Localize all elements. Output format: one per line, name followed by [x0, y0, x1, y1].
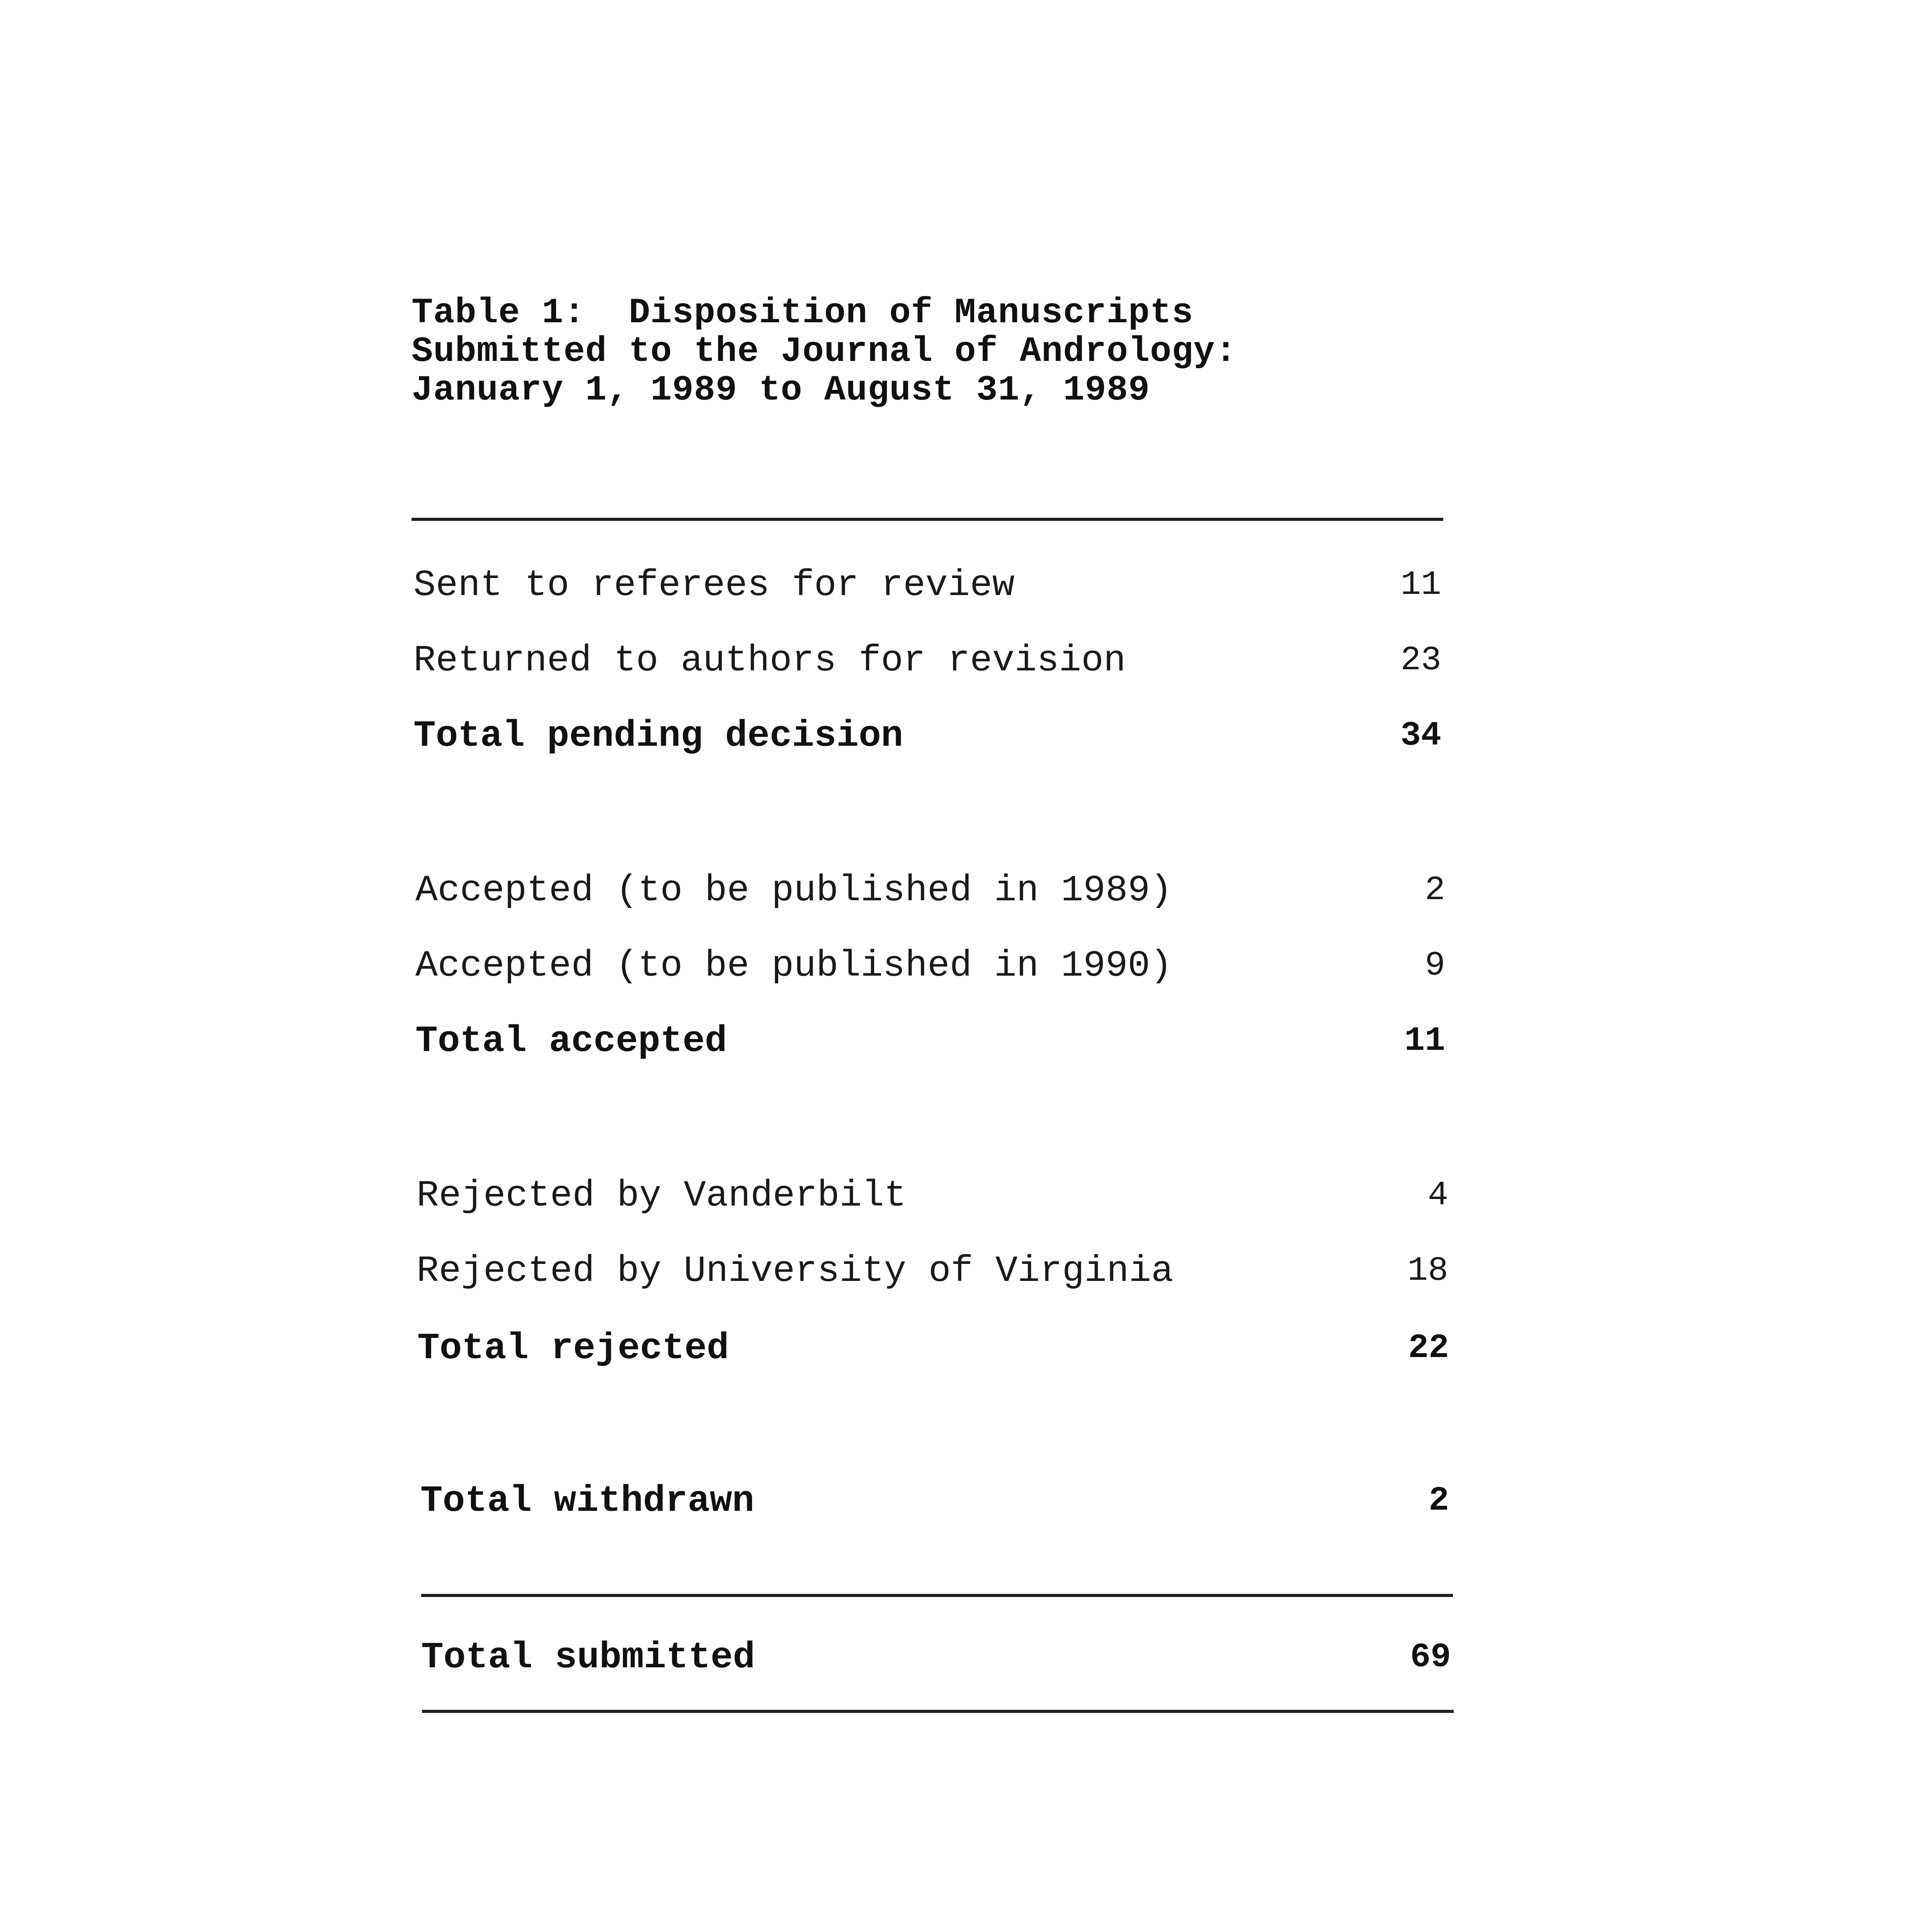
row-value: 22 — [1408, 1329, 1449, 1367]
row-label: Sent to referees for review — [413, 564, 1015, 606]
row-value: 9 — [1425, 947, 1445, 985]
table-row-rejected-virginia — [417, 1250, 1448, 1293]
table-row-rejected-vanderbilt — [417, 1175, 1448, 1217]
row-label: Total rejected — [417, 1327, 729, 1369]
table-title-line-1: Table 1: Disposition of Manuscripts — [412, 293, 1194, 333]
row-label: Returned to authors for revision — [413, 639, 1126, 682]
row-value: 23 — [1400, 641, 1441, 680]
table-row-total-submitted — [421, 1636, 1451, 1679]
row-value: 4 — [1428, 1177, 1448, 1215]
row-value: 18 — [1407, 1252, 1448, 1290]
table-row-total-pending — [413, 715, 1441, 757]
table-row-total-withdrawn — [420, 1480, 1449, 1522]
row-label: Accepted (to be published in 1989) — [415, 869, 1172, 912]
row-label: Total submitted — [421, 1636, 755, 1679]
table-row-returned-to-authors — [413, 639, 1441, 682]
table-row-accepted-1990 — [415, 945, 1445, 987]
table-row-accepted-1989 — [415, 869, 1445, 912]
table-row-sent-to-referees — [413, 564, 1441, 607]
row-value: 34 — [1400, 717, 1441, 755]
table-row-total-rejected — [417, 1327, 1449, 1370]
row-label: Accepted (to be published in 1990) — [415, 945, 1172, 987]
table-top-rule — [412, 518, 1443, 521]
row-value: 2 — [1425, 871, 1445, 910]
table-middle-rule — [421, 1594, 1453, 1597]
table-title-line-2: Submitted to the Journal of Andrology: — [412, 331, 1237, 372]
row-value: 69 — [1410, 1638, 1451, 1677]
table-title — [412, 294, 1493, 410]
table-row-total-accepted — [415, 1020, 1445, 1063]
row-value: 11 — [1400, 566, 1441, 604]
row-label: Total withdrawn — [420, 1480, 755, 1522]
row-label: Rejected by University of Virginia — [417, 1250, 1174, 1292]
row-value: 2 — [1429, 1482, 1449, 1520]
row-label: Total accepted — [415, 1020, 727, 1062]
row-label: Rejected by Vanderbilt — [417, 1175, 907, 1217]
table-bottom-rule — [422, 1710, 1454, 1713]
row-label: Total pending decision — [413, 715, 903, 757]
row-value: 11 — [1404, 1022, 1445, 1060]
table-title-line-3: January 1, 1989 to August 31, 1989 — [412, 370, 1150, 410]
